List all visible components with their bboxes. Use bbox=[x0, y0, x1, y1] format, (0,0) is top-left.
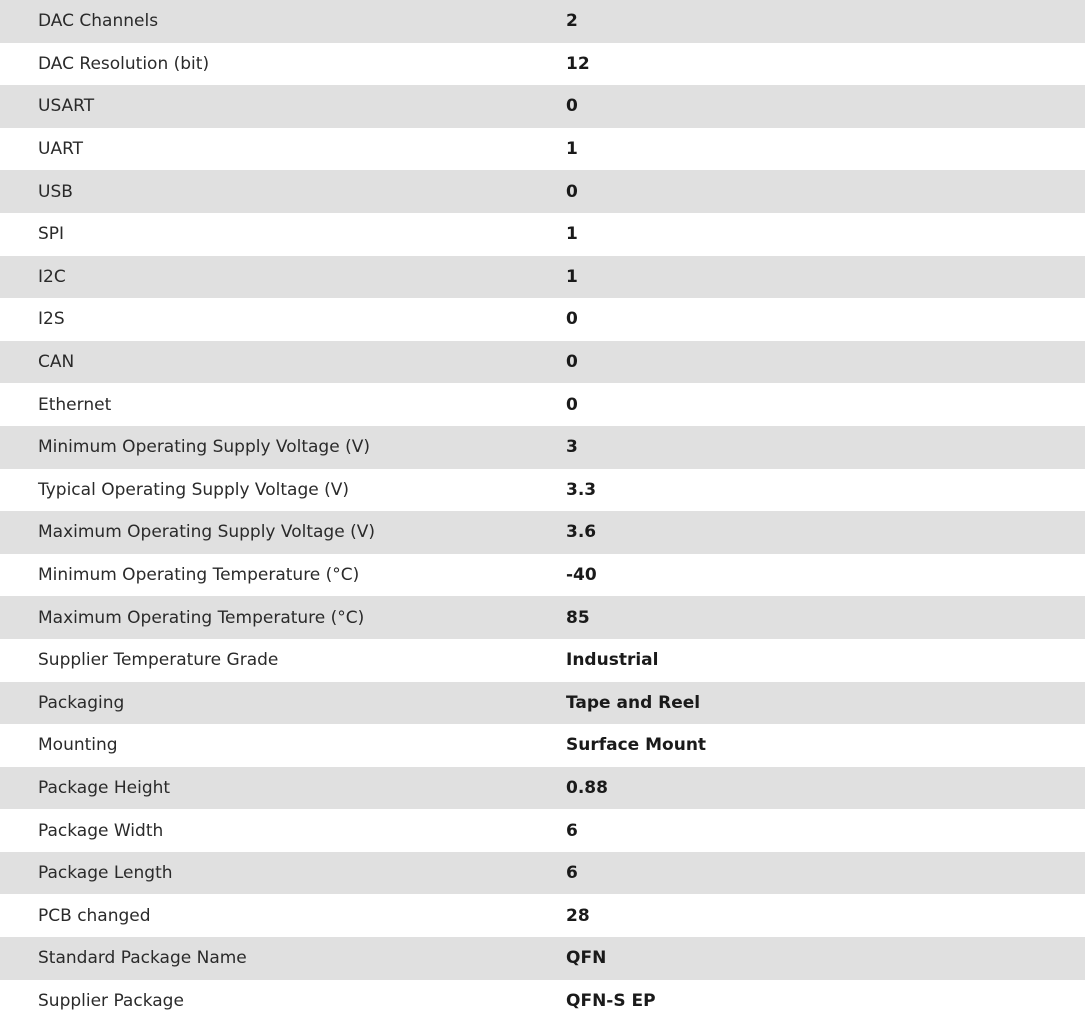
spec-label: Typical Operating Supply Voltage (V) bbox=[0, 469, 566, 512]
spec-label: DAC Channels bbox=[0, 0, 566, 43]
spec-value: 0 bbox=[566, 383, 1085, 426]
table-row bbox=[0, 852, 1085, 895]
spec-value: 1 bbox=[566, 128, 1085, 171]
spec-value: 0 bbox=[566, 298, 1085, 341]
table-row bbox=[0, 43, 1085, 86]
spec-value: QFN bbox=[566, 937, 1085, 980]
spec-value: 0 bbox=[566, 85, 1085, 128]
spec-label: Ethernet bbox=[0, 383, 566, 426]
spec-value: 0 bbox=[566, 341, 1085, 384]
table-row bbox=[0, 809, 1085, 852]
table-row bbox=[0, 170, 1085, 213]
spec-label: Minimum Operating Supply Voltage (V) bbox=[0, 426, 566, 469]
table-row bbox=[0, 298, 1085, 341]
table-row bbox=[0, 0, 1085, 43]
spec-value: Surface Mount bbox=[566, 724, 1085, 767]
table-row bbox=[0, 767, 1085, 810]
table-row bbox=[0, 128, 1085, 171]
table-row bbox=[0, 256, 1085, 299]
spec-label: Supplier Temperature Grade bbox=[0, 639, 566, 682]
spec-value: 3 bbox=[566, 426, 1085, 469]
table-row bbox=[0, 724, 1085, 767]
table-row bbox=[0, 213, 1085, 256]
spec-value: 3.3 bbox=[566, 469, 1085, 512]
spec-label: Standard Package Name bbox=[0, 937, 566, 980]
spec-value: Tape and Reel bbox=[566, 682, 1085, 725]
spec-label: SPI bbox=[0, 213, 566, 256]
spec-label: Maximum Operating Supply Voltage (V) bbox=[0, 511, 566, 554]
table-row bbox=[0, 554, 1085, 597]
spec-value: 2 bbox=[566, 0, 1085, 43]
table-row bbox=[0, 469, 1085, 512]
spec-value: Industrial bbox=[566, 639, 1085, 682]
spec-value: 6 bbox=[566, 809, 1085, 852]
spec-label: Package Width bbox=[0, 809, 566, 852]
table-row bbox=[0, 341, 1085, 384]
spec-label: I2C bbox=[0, 256, 566, 299]
table-row bbox=[0, 937, 1085, 980]
spec-value: 12 bbox=[566, 43, 1085, 86]
spec-value: 6 bbox=[566, 852, 1085, 895]
spec-label: CAN bbox=[0, 341, 566, 384]
spec-label: I2S bbox=[0, 298, 566, 341]
table-row bbox=[0, 682, 1085, 725]
spec-value: -40 bbox=[566, 554, 1085, 597]
spec-label: USB bbox=[0, 170, 566, 213]
table-row bbox=[0, 639, 1085, 682]
table-row bbox=[0, 383, 1085, 426]
spec-value: 1 bbox=[566, 213, 1085, 256]
table-row bbox=[0, 894, 1085, 937]
spec-label: Package Height bbox=[0, 767, 566, 810]
spec-value: 28 bbox=[566, 894, 1085, 937]
table-row bbox=[0, 426, 1085, 469]
spec-value: 1 bbox=[566, 256, 1085, 299]
spec-label: Supplier Package bbox=[0, 980, 566, 1022]
spec-label: PCB changed bbox=[0, 894, 566, 937]
spec-value: 0 bbox=[566, 170, 1085, 213]
spec-value: 3.6 bbox=[566, 511, 1085, 554]
spec-label: Minimum Operating Temperature (°C) bbox=[0, 554, 566, 597]
spec-value: 0.88 bbox=[566, 767, 1085, 810]
spec-label: Package Length bbox=[0, 852, 566, 895]
spec-value: QFN-S EP bbox=[566, 980, 1085, 1022]
spec-label: DAC Resolution (bit) bbox=[0, 43, 566, 86]
spec-label: Packaging bbox=[0, 682, 566, 725]
spec-label: Maximum Operating Temperature (°C) bbox=[0, 596, 566, 639]
spec-label: USART bbox=[0, 85, 566, 128]
table-row bbox=[0, 511, 1085, 554]
table-row bbox=[0, 85, 1085, 128]
table-row bbox=[0, 980, 1085, 1022]
spec-label: UART bbox=[0, 128, 566, 171]
table-row bbox=[0, 596, 1085, 639]
spec-value: 85 bbox=[566, 596, 1085, 639]
spec-label: Mounting bbox=[0, 724, 566, 767]
